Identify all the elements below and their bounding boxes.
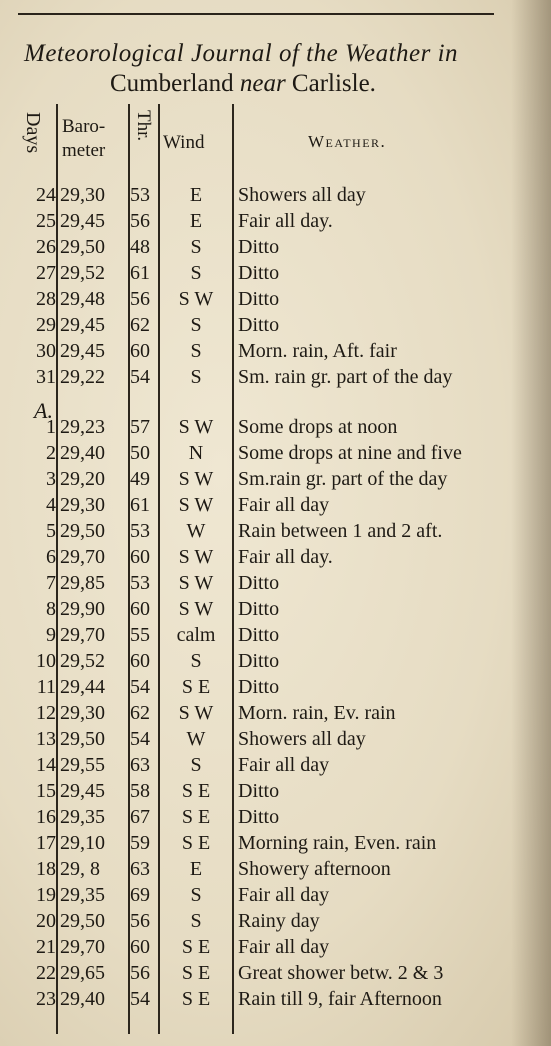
journal-row <box>0 416 551 442</box>
cell-weather: Fair all day <box>238 494 330 516</box>
cell-weather: Ditto <box>238 288 280 310</box>
cell-wind: S <box>190 314 202 336</box>
journal-row <box>0 598 551 624</box>
cell-thermometer: 62 <box>130 314 150 336</box>
cell-thermometer: 54 <box>130 366 150 388</box>
cell-day: 23 <box>36 988 56 1010</box>
cell-wind: S <box>190 236 202 258</box>
journal-row <box>0 442 551 468</box>
cell-thermometer: 53 <box>130 184 150 206</box>
cell-barometer: 29,48 <box>60 288 105 310</box>
cell-weather: Morning rain, Even. rain <box>238 832 437 854</box>
cell-barometer: 29,52 <box>60 262 105 284</box>
cell-weather: Ditto <box>238 236 280 258</box>
cell-wind: S E <box>181 806 211 828</box>
journal-row <box>0 858 551 884</box>
cell-barometer: 29,70 <box>60 624 105 646</box>
cell-barometer: 29,50 <box>60 520 105 542</box>
cell-day: 17 <box>36 832 56 854</box>
cell-day: 11 <box>36 676 56 698</box>
cell-day: 6 <box>46 546 56 568</box>
cell-barometer: 29,10 <box>60 832 105 854</box>
cell-barometer: 29,22 <box>60 366 105 388</box>
cell-weather: Fair all day. <box>238 546 333 568</box>
cell-day: 26 <box>36 236 56 258</box>
cell-day: 16 <box>36 806 56 828</box>
cell-barometer: 29, 8 <box>60 858 100 880</box>
header-barometer-line1: Baro- <box>62 116 106 137</box>
cell-weather: Rainy day <box>238 910 320 932</box>
journal-row <box>0 780 551 806</box>
cell-thermometer: 55 <box>130 624 150 646</box>
cell-weather: Ditto <box>238 262 280 284</box>
cell-weather: Ditto <box>238 650 280 672</box>
cell-wind: S <box>190 910 202 932</box>
title-city: Carlisle. <box>285 70 376 97</box>
header-barometer-line2: meter <box>62 140 106 161</box>
cell-wind: S E <box>181 988 211 1010</box>
header-days: Days <box>22 112 44 154</box>
cell-wind: S E <box>181 936 211 958</box>
cell-day: 28 <box>36 288 56 310</box>
title-line-2 <box>110 70 510 98</box>
title-place: Cumberland <box>110 70 240 97</box>
cell-weather: Fair all day <box>238 936 330 958</box>
cell-wind: E <box>189 184 203 206</box>
cell-weather: Ditto <box>238 314 280 336</box>
cell-weather: Ditto <box>238 598 280 620</box>
cell-thermometer: 49 <box>130 468 150 490</box>
cell-day: 12 <box>36 702 56 724</box>
journal-row <box>0 210 551 236</box>
cell-thermometer: 60 <box>130 598 150 620</box>
cell-wind: S W <box>178 468 214 490</box>
cell-day: 7 <box>46 572 56 594</box>
cell-wind: S W <box>178 572 214 594</box>
cell-barometer: 29,70 <box>60 546 105 568</box>
cell-wind: S W <box>178 598 214 620</box>
cell-weather: Ditto <box>238 624 280 646</box>
cell-wind: W <box>186 728 206 750</box>
cell-thermometer: 56 <box>130 962 150 984</box>
cell-weather: Some drops at noon <box>238 416 398 438</box>
journal-row <box>0 236 551 262</box>
cell-thermometer: 53 <box>130 520 150 542</box>
cell-barometer: 29,30 <box>60 184 105 206</box>
cell-day: 15 <box>36 780 56 802</box>
cell-day: 9 <box>46 624 56 646</box>
cell-barometer: 29,45 <box>60 780 105 802</box>
journal-row <box>0 676 551 702</box>
cell-wind: S <box>190 754 202 776</box>
cell-weather: Sm. rain gr. part of the day <box>238 366 453 388</box>
cell-thermometer: 62 <box>130 702 150 724</box>
cell-thermometer: 60 <box>130 650 150 672</box>
cell-barometer: 29,50 <box>60 728 105 750</box>
cell-weather: Fair all day <box>238 754 330 776</box>
title-line-1: Meteorological Journal of the Weather in <box>24 40 459 67</box>
journal-row <box>0 184 551 210</box>
cell-barometer: 29,40 <box>60 988 105 1010</box>
cell-barometer: 29,50 <box>60 236 105 258</box>
cell-weather: Fair all day <box>238 884 330 906</box>
journal-row <box>0 910 551 936</box>
cell-thermometer: 54 <box>130 728 150 750</box>
cell-day: 1 <box>46 416 56 438</box>
journal-row <box>0 288 551 314</box>
journal-row <box>0 988 551 1014</box>
cell-thermometer: 48 <box>130 236 150 258</box>
cell-weather: Showers all day <box>238 184 366 206</box>
cell-barometer: 29,23 <box>60 416 105 438</box>
cell-barometer: 29,30 <box>60 702 105 724</box>
cell-thermometer: 56 <box>130 210 150 232</box>
cell-day: 30 <box>36 340 56 362</box>
cell-wind: N <box>188 442 204 464</box>
cell-wind: S <box>190 650 202 672</box>
cell-thermometer: 50 <box>130 442 150 464</box>
cell-thermometer: 67 <box>130 806 150 828</box>
month-mark: A. <box>34 398 53 423</box>
cell-day: 18 <box>36 858 56 880</box>
cell-barometer: 29,45 <box>60 340 105 362</box>
cell-wind: calm <box>176 624 216 646</box>
cell-wind: S E <box>181 676 211 698</box>
cell-thermometer: 60 <box>130 936 150 958</box>
cell-barometer: 29,85 <box>60 572 105 594</box>
cell-day: 2 <box>46 442 56 464</box>
cell-thermometer: 58 <box>130 780 150 802</box>
cell-wind: E <box>189 210 203 232</box>
cell-weather: Showery afternoon <box>238 858 391 880</box>
cell-thermometer: 63 <box>130 858 150 880</box>
cell-weather: Fair all day. <box>238 210 333 232</box>
cell-thermometer: 56 <box>130 910 150 932</box>
journal-row <box>0 546 551 572</box>
journal-row <box>0 806 551 832</box>
cell-day: 31 <box>36 366 56 388</box>
cell-wind: S <box>190 340 202 362</box>
cell-barometer: 29,45 <box>60 210 105 232</box>
header-barometer <box>62 116 105 162</box>
cell-day: 22 <box>36 962 56 984</box>
cell-weather: Morn. rain, Aft. fair <box>238 340 397 362</box>
cell-barometer: 29,70 <box>60 936 105 958</box>
journal-row <box>0 520 551 546</box>
cell-thermometer: 54 <box>130 676 150 698</box>
cell-thermometer: 69 <box>130 884 150 906</box>
cell-barometer: 29,45 <box>60 314 105 336</box>
cell-day: 25 <box>36 210 56 232</box>
cell-wind: S W <box>178 702 214 724</box>
cell-weather: Ditto <box>238 572 280 594</box>
cell-weather: Rain between 1 and 2 aft. <box>238 520 443 542</box>
top-rule <box>18 13 494 15</box>
journal-row <box>0 366 551 392</box>
journal-row <box>0 314 551 340</box>
cell-day: 24 <box>36 184 56 206</box>
cell-wind: S W <box>178 546 214 568</box>
cell-day: 20 <box>36 910 56 932</box>
cell-barometer: 29,30 <box>60 494 105 516</box>
cell-weather: Sm.rain gr. part of the day <box>238 468 448 490</box>
cell-thermometer: 63 <box>130 754 150 776</box>
cell-barometer: 29,20 <box>60 468 105 490</box>
cell-barometer: 29,44 <box>60 676 105 698</box>
header-wind: Wind <box>163 132 205 153</box>
cell-wind: S W <box>178 494 214 516</box>
cell-thermometer: 53 <box>130 572 150 594</box>
cell-day: 27 <box>36 262 56 284</box>
cell-wind: W <box>186 520 206 542</box>
journal-row <box>0 832 551 858</box>
cell-weather: Great shower betw. 2 & 3 <box>238 962 444 984</box>
journal-row <box>0 494 551 520</box>
journal-row <box>0 702 551 728</box>
cell-weather: Showers all day <box>238 728 366 750</box>
cell-barometer: 29,52 <box>60 650 105 672</box>
cell-wind: S E <box>181 780 211 802</box>
cell-thermometer: 60 <box>130 546 150 568</box>
cell-barometer: 29,40 <box>60 442 105 464</box>
cell-wind: S E <box>181 962 211 984</box>
cell-weather: Morn. rain, Ev. rain <box>238 702 396 724</box>
cell-thermometer: 54 <box>130 988 150 1010</box>
cell-day: 5 <box>46 520 56 542</box>
cell-barometer: 29,50 <box>60 910 105 932</box>
cell-barometer: 29,65 <box>60 962 105 984</box>
journal-row <box>0 962 551 988</box>
journal-row <box>0 650 551 676</box>
journal-row <box>0 340 551 366</box>
journal-row <box>0 728 551 754</box>
cell-day: 14 <box>36 754 56 776</box>
cell-wind: S <box>190 884 202 906</box>
journal-row <box>0 884 551 910</box>
cell-thermometer: 56 <box>130 288 150 310</box>
cell-weather: Some drops at nine and five <box>238 442 462 464</box>
cell-day: 21 <box>36 936 56 958</box>
cell-wind: S <box>190 366 202 388</box>
journal-row <box>0 936 551 962</box>
cell-thermometer: 59 <box>130 832 150 854</box>
cell-wind: S <box>190 262 202 284</box>
cell-day: 10 <box>36 650 56 672</box>
cell-barometer: 29,35 <box>60 884 105 906</box>
cell-barometer: 29,90 <box>60 598 105 620</box>
journal-row <box>0 572 551 598</box>
cell-weather: Ditto <box>238 780 280 802</box>
cell-day: 19 <box>36 884 56 906</box>
journal-row <box>0 468 551 494</box>
cell-thermometer: 57 <box>130 416 150 438</box>
header-thermometer: Thr. <box>133 110 154 142</box>
cell-wind: S W <box>178 416 214 438</box>
cell-wind: S E <box>181 832 211 854</box>
cell-barometer: 29,55 <box>60 754 105 776</box>
cell-day: 8 <box>46 598 56 620</box>
journal-row <box>0 754 551 780</box>
cell-weather: Ditto <box>238 806 280 828</box>
title-near: near <box>239 70 286 97</box>
cell-barometer: 29,35 <box>60 806 105 828</box>
cell-wind: E <box>189 858 203 880</box>
cell-thermometer: 61 <box>130 494 150 516</box>
cell-day: 3 <box>46 468 56 490</box>
journal-row <box>0 624 551 650</box>
cell-thermometer: 61 <box>130 262 150 284</box>
cell-day: 13 <box>36 728 56 750</box>
cell-weather: Ditto <box>238 676 280 698</box>
header-weather: Weather. <box>308 132 387 151</box>
journal-row <box>0 262 551 288</box>
cell-wind: S W <box>178 288 214 310</box>
cell-day: 4 <box>46 494 56 516</box>
cell-weather: Rain till 9, fair Afternoon <box>238 988 442 1010</box>
cell-thermometer: 60 <box>130 340 150 362</box>
cell-day: 29 <box>36 314 56 336</box>
